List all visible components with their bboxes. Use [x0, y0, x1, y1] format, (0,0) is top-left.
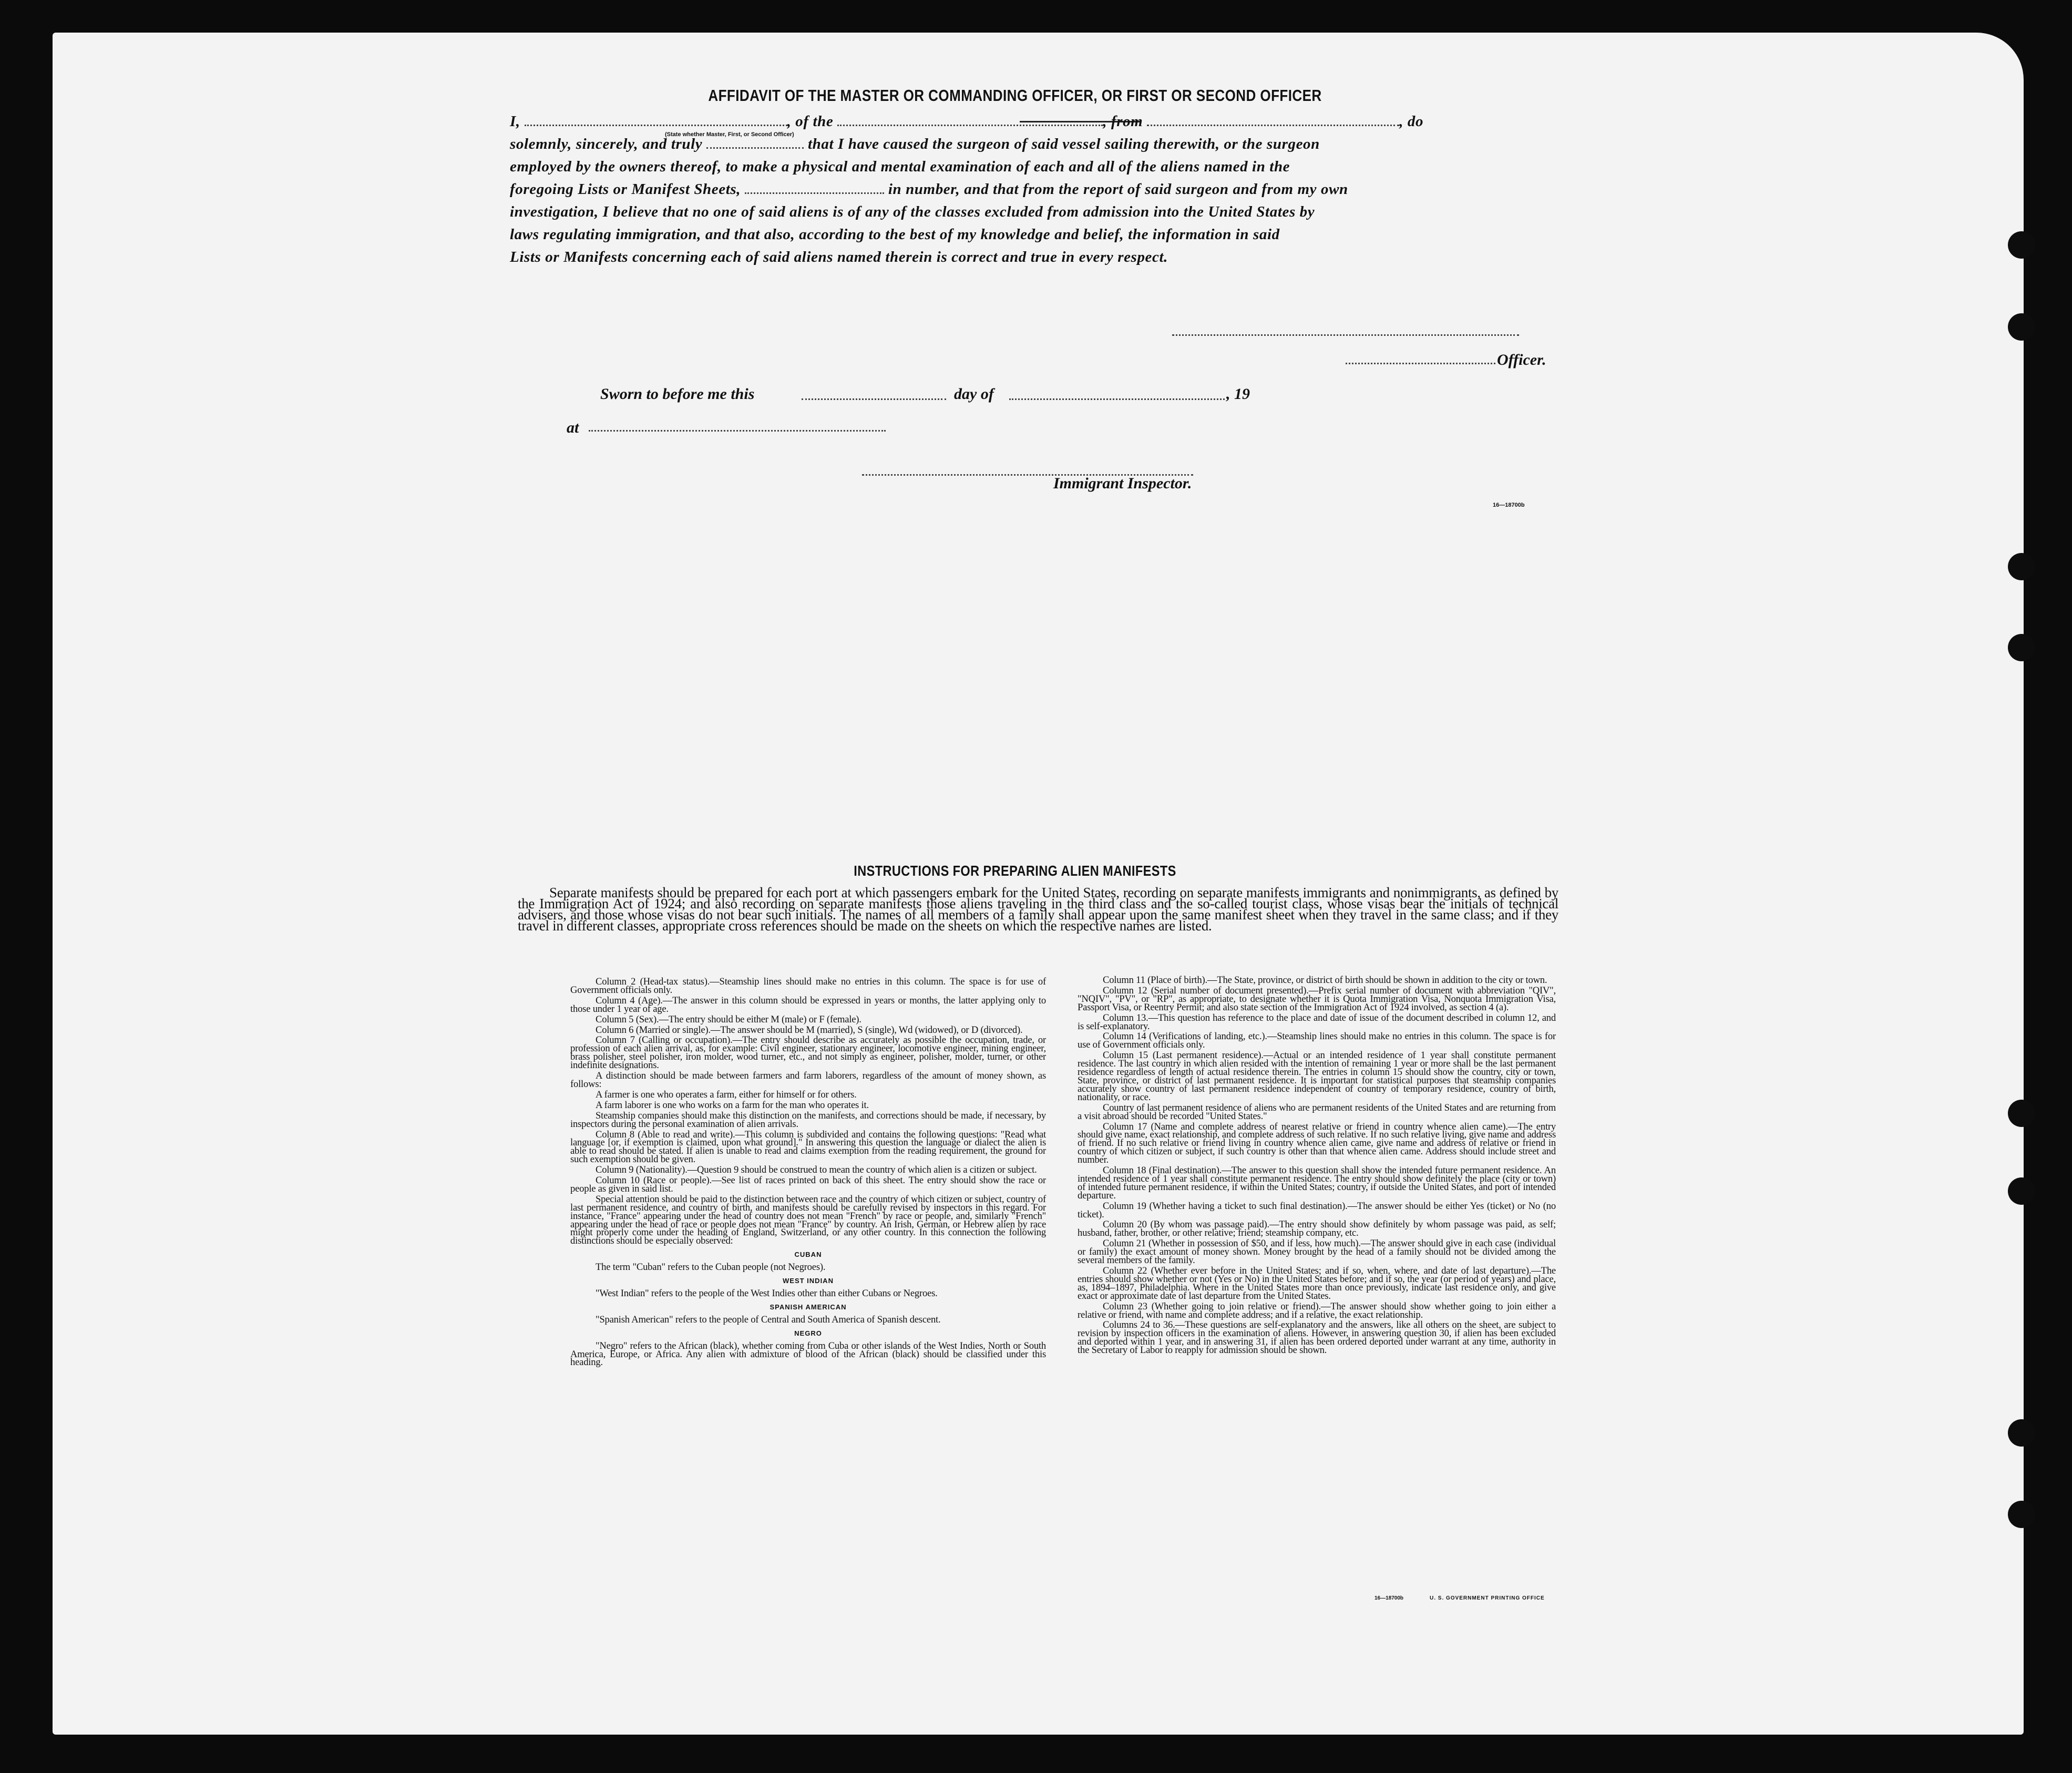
swear-field[interactable]	[706, 140, 804, 149]
affidavit-line: that I have caused the surgeon of said vessel sailing therewith, or the surgeon	[807, 136, 1320, 152]
instruction-paragraph: Column 17 (Name and complete address of nearest relative or friend in country whence alien came).—The entry should give name, exact relationship, and complete address of such relative. If no such relative living, give name and address of friend. If no such relative or friend living in country whence alien came, give name and address of relative or friend in country of which citizen or subject, if such country is other than that whence alien came. Address should include street and number.	[1078, 1121, 1556, 1166]
departure-port-field[interactable]	[1147, 117, 1399, 126]
instruction-paragraph: A distinction should be made between farmers and farm laborers, regardless of the amount of money shown, as follows:	[570, 1070, 1046, 1090]
officer-title-field[interactable]	[1346, 363, 1495, 364]
instruction-paragraph: Column 2 (Head-tax status).—Steamship lines should make no entries in this column. The space is for use of Government officials only.	[570, 976, 1046, 996]
binder-hole	[2008, 1419, 2035, 1447]
form-number: 16—18700b	[1493, 502, 1525, 508]
footer-form-number: 16—18700b	[1375, 1595, 1404, 1601]
sworn-month-field[interactable]	[1009, 398, 1225, 400]
affidavit-word: , do	[1399, 113, 1424, 130]
instruction-paragraph: Column 14 (Verifications of landing, etc.).—Steamship lines should make no entries in this column. The space is for use of Government officials only.	[1078, 1031, 1556, 1051]
instruction-paragraph: Column 4 (Age).—The answer in this column should be expressed in years or months, the latter applying only to those under 1 year of age.	[570, 995, 1046, 1014]
binder-hole	[2008, 553, 2035, 580]
binder-hole	[2008, 231, 2035, 259]
affidavit-line: employed by the owners thereof, to make a physical and mental examination of each and all of the aliens named in the	[510, 158, 1290, 175]
instruction-paragraph: Column 10 (Race or people).—See list of races printed on back of this sheet. The entry should show the race or people as given in said list.	[570, 1175, 1046, 1194]
year-label: , 19	[1226, 385, 1250, 403]
section-heading-spanish-american: SPANISH AMERICAN	[770, 1303, 847, 1311]
instruction-paragraph: Country of last permanent residence of aliens who are permanent residents of the United States and are returning from a visit abroad should be recorded "United States."	[1078, 1102, 1556, 1122]
affidavit-line: in number, and that from the report of said surgeon and from my own	[888, 181, 1348, 198]
instruction-paragraph: Column 20 (By whom was passage paid).—The entry should show definitely by whom passage was paid, as self; husband, father, brother, or other relative; friend; steamship company, etc.	[1078, 1219, 1556, 1239]
instructions-right-column	[1078, 976, 1556, 1357]
sworn-label: Sworn to before me this	[600, 385, 755, 403]
affidavit-line: solemnly, sincerely, and truly	[510, 136, 703, 152]
officer-label: Officer.	[1497, 351, 1546, 368]
instruction-paragraph: Column 12 (Serial number of document presented).—Prefix serial number of document with abbreviation "QIV", "NQIV", "PV", or "RP", as appropriate, to designate whether it is Quota Immigration Visa, Nonquota Immigration Visa, Passport Visa, or Reentry Permit; and also state section of the Immigration Act of 1924 involved, as section 4 (a).	[1078, 985, 1556, 1013]
instruction-paragraph: "Negro" refers to the African (black), whether coming from Cuba or other islands of the West Indies, North or South America, Europe, or Africa. Any alien with admixture of blood of the African (black) should be classified under this heading.	[570, 1340, 1046, 1368]
instruction-paragraph: Column 8 (Able to read and write).—This column is subdivided and contains the following questions: "Read what language [or, if exemption is claimed, upon what ground]." In answering this question the language or dialect the alien is able to read should be stated. If alien is unable to read and claims exemption from the reading requirement, the ground for such exemption should be given.	[570, 1129, 1046, 1165]
affidavit-line: investigation, I believe that no one of said aliens is of any of the classes excluded from admission into the United States by	[510, 203, 1315, 220]
instructions-title: INSTRUCTIONS FOR PREPARING ALIEN MANIFESTS	[854, 863, 1176, 879]
instruction-paragraph: "Spanish American" refers to the people of Central and South America of Spanish descent.	[596, 1314, 941, 1325]
instruction-paragraph: Steamship companies should make this distinction on the manifests, and corrections should be made, if necessary, by inspectors during the personal examination of alien arrivals.	[570, 1110, 1046, 1130]
affidavit-word: , of the	[787, 113, 834, 130]
day-of-label: day of	[954, 385, 994, 403]
binder-hole	[2008, 634, 2035, 661]
sheet-count-field[interactable]	[745, 185, 884, 194]
manifest-sheet	[53, 33, 2024, 1735]
instructions-left-column	[570, 978, 1046, 1369]
affidavit-line: laws regulating immigration, and that also, according to the best of my knowledge and belief, the information in said	[510, 226, 1280, 243]
instruction-paragraph: Column 15 (Last permanent residence).—Actual or an intended residence of 1 year shall constitute permanent residence. The last country in which alien resided with the intention of remaining 1 year or more shall be the last permanent residence regardless of length of actual residence therein. The entries in column 15 should show the country, city or town, State, province, or district of last permanent residence. It is important for statistical purposes that steamship companies accurately show country of last permanent residence independent of country of temporary residence, country of birth, nationality, or race.	[1078, 1050, 1556, 1103]
inspector-label: Immigrant Inspector.	[1053, 475, 1192, 492]
affidavit-line: foregoing Lists or Manifest Sheets,	[510, 181, 741, 198]
instruction-paragraph: Column 7 (Calling or occupation).—The entry should describe as accurately as possible the occupation, trade, or profession of each alien arrival, as, for example: Civil engineer, stationary engineer, locomotive engineer, mining engineer, brass polisher, steel polisher, iron molder, wood turner, etc., and not simply as engineer, polisher, molder, turner, or other indefinite designations.	[570, 1034, 1046, 1071]
officer-rank-field[interactable]	[525, 117, 787, 126]
instruction-paragraph: A farm laborer is one who works on a farm for the man who operates it.	[596, 1099, 869, 1111]
instruction-paragraph: Column 9 (Nationality).—Question 9 should be construed to mean the country of which alien is a citizen or subject.	[596, 1164, 1037, 1176]
affidavit-line: Lists or Manifests concerning each of said aliens named therein is correct and true in every respect.	[510, 249, 1168, 265]
section-heading-cuban: CUBAN	[794, 1251, 822, 1259]
affidavit-word: , from	[1103, 113, 1143, 130]
section-heading-west-indian: WEST INDIAN	[783, 1277, 834, 1285]
instruction-paragraph: Column 23 (Whether going to join relative or friend).—The answer should show whether going to join either a relative or friend, with name and complete address; and if a relative, the exact relationship.	[1078, 1300, 1556, 1320]
sworn-day-field[interactable]	[802, 398, 946, 400]
intro-paragraph: Separate manifests should be prepared for each port at which passengers embark for the United States, recording on separate manifests immigrants and nonimmigrants, as defined by the Immigration Act of 1924; and also recording on separate manifests those aliens traveling in the third class and the so-called tourist class, whose visas bear the initials of technical advisers, and those whose visas do not bear such initials. The names of all members of a family shall appear upon the same manifest sheet when they travel in the same class; and if they travel in different classes, appropriate cross references should be made on the sheets on which the respective names are listed.	[518, 885, 1558, 934]
vessel-name-field[interactable]	[837, 117, 1103, 126]
binder-hole	[2008, 1177, 2035, 1205]
officer-rank-note: (State whether Master, First, or Second Officer)	[665, 131, 794, 138]
binder-hole	[2008, 1100, 2035, 1127]
binder-hole	[2008, 1501, 2035, 1528]
instruction-paragraph: Column 18 (Final destination).—The answer to this question shall show the intended future permanent residence. An intended residence of 1 year shall constitute permanent residence. The entry should show definitely the place (city or town) of intended future permanent residence, if within the United States; country, if outside the United States, and port of intended departure.	[1078, 1165, 1556, 1201]
sworn-place-field[interactable]	[589, 430, 886, 432]
instruction-paragraph: Column 22 (Whether ever before in the United States; and if so, when, where, and date of last departure).—The entries should show whether or not (Yes or No) in the United States before; and if so, the year (or period of years) and place, as, 1894–1897, Philadelphia. Where in the United States more than once previously, indicate last residence only, and give exact or approximate date of last departure from the United States.	[1078, 1265, 1556, 1301]
footer-printing-office: U. S. GOVERNMENT PRINTING OFFICE	[1430, 1595, 1545, 1601]
affidavit-title: AFFIDAVIT OF THE MASTER OR COMMANDING OFFICER, OR FIRST OR SECOND OFFICER	[708, 86, 1322, 105]
section-heading-negro: NEGRO	[794, 1329, 822, 1337]
instructions-intro	[518, 885, 1558, 934]
instruction-paragraph: Column 5 (Sex).—The entry should be either M (male) or F (female).	[596, 1013, 861, 1025]
signature-line[interactable]	[1172, 334, 1519, 336]
at-label: at	[567, 419, 579, 436]
instruction-paragraph: Column 13.—This question has reference to the place and date of issue of the document described in column 12, and is self-explanatory.	[1078, 1012, 1556, 1032]
instruction-paragraph: Columns 24 to 36.—These questions are self-explanatory and the answers, like all others on the sheet, are subject to revision by inspection officers in the examination of aliens. However, in answering question 30, if alien has been excluded and deported within 1 year, and in answering 31, if alien has been ordered deported under warrant at any time, authority in the Secretary of Labor to reapply for admission should be shown.	[1078, 1319, 1556, 1356]
instruction-paragraph: Column 19 (Whether having a ticket to such final destination).—The answer should be either Yes (ticket) or No (no ticket).	[1078, 1200, 1556, 1220]
instruction-paragraph: Column 6 (Married or single).—The answer should be M (married), S (single), Wd (widowed), or D (divorced).	[596, 1024, 1023, 1036]
instruction-paragraph: Column 21 (Whether in possession of $50, and if less, how much).—The answer should give in each case (individual or family) the exact amount of money shown. Money brought by the head of a family should not be divided among the several members of the family.	[1078, 1238, 1556, 1266]
affidavit-word: I,	[510, 113, 520, 130]
binder-hole	[2008, 313, 2035, 341]
instruction-paragraph: "West Indian" refers to the people of the West Indies other than either Cubans or Negroes.	[596, 1288, 938, 1299]
instruction-paragraph: A farmer is one who operates a farm, either for himself or for others.	[596, 1089, 857, 1100]
instruction-paragraph: Column 11 (Place of birth).—The State, province, or district of birth should be shown in addition to the city or town.	[1103, 975, 1547, 986]
instruction-paragraph: Special attention should be paid to the distinction between race and the country of which citizen or subject, country of last permanent residence, and country of birth, and manifests should be carefully revised by inspectors in this regard. For instance, "France" appearing under the head of country does not mean "French" by race or people, and, similarly "French" appearing under the head of race or people does not mean "France" by country. An Irish, German, or Hebrew alien by race might properly come under the heading of England, Switzerland, or any other country. In this connection the following distinctions should be especially observed:	[570, 1193, 1046, 1247]
instruction-paragraph: The term "Cuban" refers to the Cuban people (not Negroes).	[596, 1262, 826, 1273]
